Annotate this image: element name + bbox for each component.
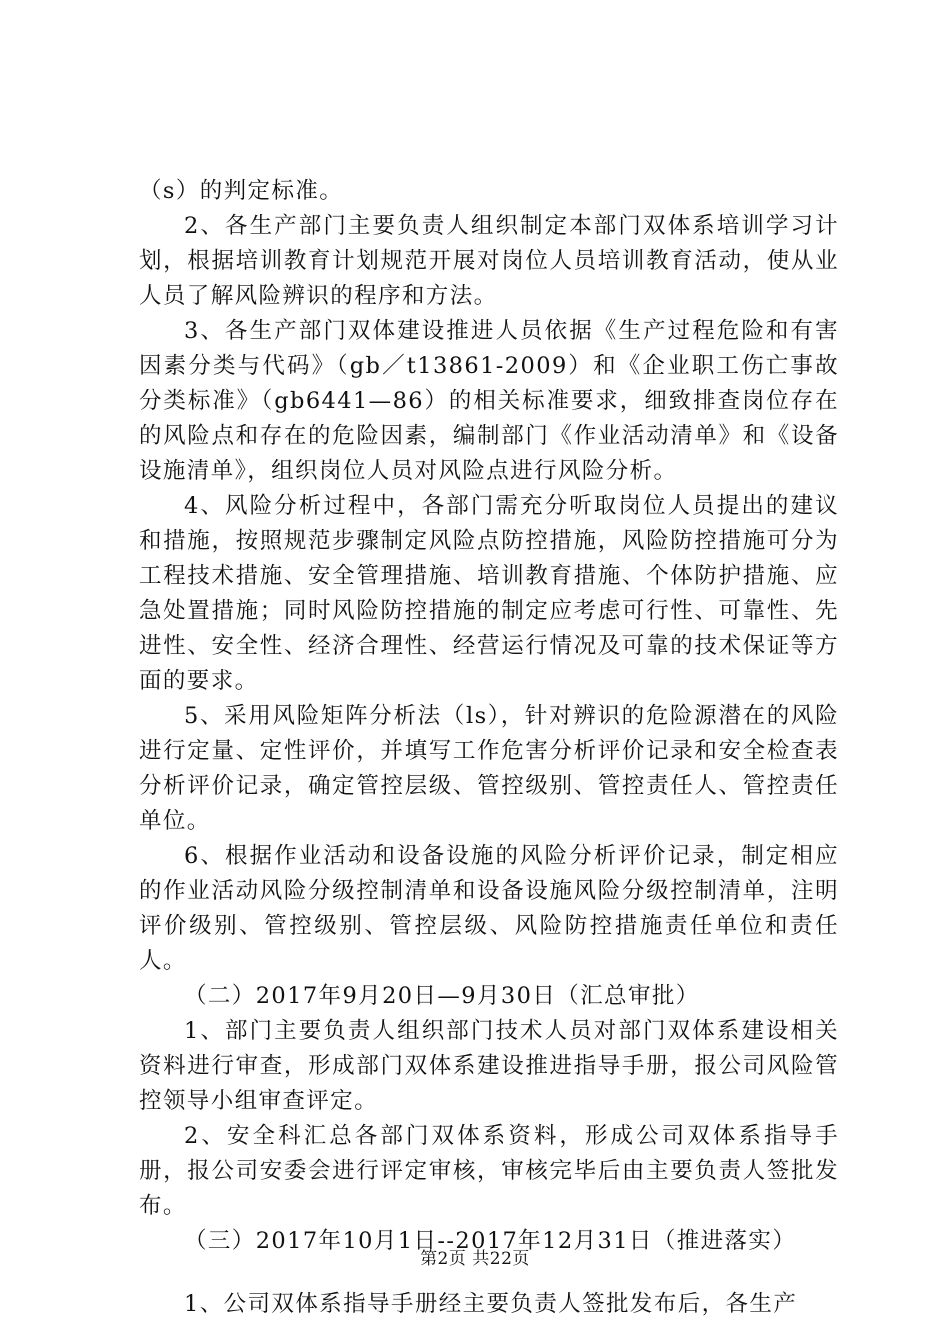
paragraph-risk-matrix: 5、采用风险矩阵分析法（ls），针对辨识的危险源潜在的风险进行定量、定性评价，并填写工作危害分析评价记录和安全检查表分析评价记录，确定管控层级、管控级别、管控责任人、管控责任单位。	[139, 703, 839, 834]
paragraph-control-lists: 6、根据作业活动和设备设施的风险分析评价记录，制定相应的作业活动风险分级控制清单和设备设施风险分级控制清单，注明评价级别、管控级别、管控层级、风险防控措施责任单位和责任人。	[139, 843, 839, 974]
page-number: 第2页 共22页	[420, 1249, 530, 1269]
section-heading-summary-approval: （二）2017年9月20日—9月30日（汇总审批）	[184, 983, 700, 1009]
paragraph-control-measures: 4、风险分析过程中，各部门需充分听取岗位人员提出的建议和措施，按照规范步骤制定风险点防控措施，风险防控措施可分为工程技术措施、安全管理措施、培训教育措施、个体防护措施、应急处置措施；同时风险防控措施的制定应考虑可行性、可靠性、先进性、安全性、经济合理性、经营运行情况及可靠的技术保证等方面的要求。	[139, 493, 839, 694]
paragraph-criteria-tail: （s）的判定标准。	[139, 178, 344, 204]
paragraph-training-plan: 2、各生产部门主要负责人组织制定本部门双体系培训学习计划，根据培训教育计划规范开展对岗位人员培训教育活动，使从业人员了解风险辨识的程序和方法。	[139, 213, 839, 309]
paragraph-safety-summary: 2、安全科汇总各部门双体系资料，形成公司双体系指导手册，报公司安委会进行评定审核，审核完毕后由主要负责人签批发布。	[139, 1123, 839, 1219]
paragraph-risk-identification: 3、各生产部门双体建设推进人员依据《生产过程危险和有害因素分类与代码》（gb／t13861-2009）和《企业职工伤亡事故分类标准》（gb6441—86）的相关标准要求，细致排查岗位存在的风险点和存在的危险因素，编制部门《作业活动清单》和《设备设施清单》，组织岗位人员对风险点进行风险分析。	[139, 318, 839, 484]
paragraph-implementation-start: 1、公司双体系指导手册经主要负责人签批发布后，各生产	[184, 1291, 798, 1317]
paragraph-department-review: 1、部门主要负责人组织部门技术人员对部门双体系建设相关资料进行审查，形成部门双体系建设推进指导手册，报公司风险管控领导小组审查评定。	[139, 1018, 839, 1114]
document-body	[139, 174, 839, 1322]
section-heading-implementation: （三）2017年10月1日--2017年12月31日（推进落实）	[184, 1228, 797, 1254]
page-footer	[0, 1244, 950, 1269]
